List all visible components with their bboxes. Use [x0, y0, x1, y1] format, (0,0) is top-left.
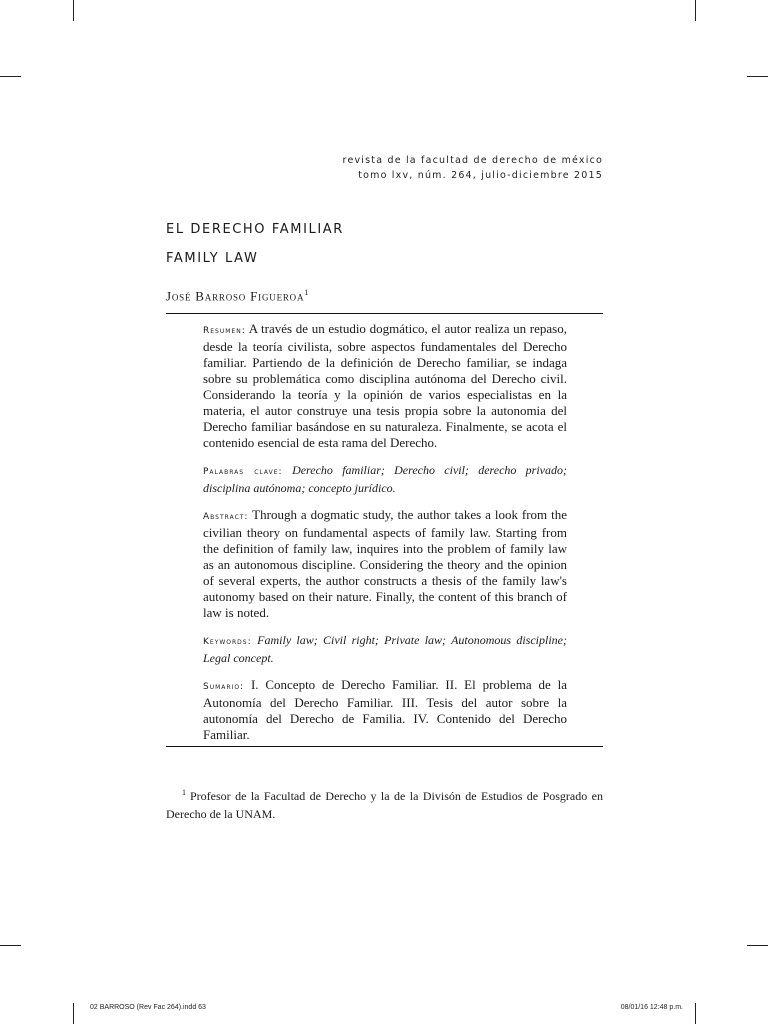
- slug-timestamp: 08/01/16 12:48 p.m.: [620, 1004, 683, 1011]
- slug-filename: 02 BARROSO (Rev Fac 264).indd 63: [90, 1004, 206, 1011]
- keywords-text: Family law; Civil right; Private law; Autonomous discipline; Legal concept.: [203, 633, 567, 665]
- crop-mark-bottom-left: [73, 1003, 74, 1024]
- footnote: [166, 784, 603, 823]
- crop-mark-left-upper: [0, 76, 21, 77]
- journal-name: revista de la facultad de derecho de méxico: [342, 155, 603, 166]
- palabras-clave-label: Palabras clave:: [203, 467, 283, 477]
- palabras-clave-text: Derecho familiar; Derecho civil; derecho privado; disciplina autónoma; concepto jurídico.: [203, 463, 567, 495]
- sumario-text: I. Concepto de Derecho Familiar. II. El problema de la Autonomía del Derecho Familiar. III. Tesis del autor sobre la autonomía del Derecho de Familia. IV. Contenido del Derecho Familiar.: [203, 677, 568, 742]
- article-title-es: EL DERECHO FAMILIAR: [166, 222, 344, 237]
- crop-mark-top-left: [73, 0, 74, 21]
- sumario-paragraph: [203, 677, 567, 743]
- abstract-text: Through a dogmatic study, the author takes a look from the civilian theory on fundamental aspects of family law. Starting from the definition of family law, inquires into the problem of family law as an autonomous discipline. Considering the theory and the opinion of several experts, the author constructs a thesis of the family law's autonomy based on their nature. Finally, the content of this branch of law is noted.: [203, 507, 567, 620]
- top-rule: [166, 313, 603, 314]
- footnote-number: 1: [182, 788, 186, 797]
- crop-mark-top-right: [695, 0, 696, 21]
- bottom-rule: [166, 746, 603, 747]
- keywords-paragraph: [203, 632, 567, 666]
- crop-mark-left-lower: [0, 945, 21, 946]
- resumen-paragraph: [203, 321, 567, 451]
- crop-mark-right-upper: [747, 76, 768, 77]
- abstract-block: [203, 321, 567, 754]
- sumario-label: Sumario:: [203, 682, 245, 692]
- palabras-clave-paragraph: [203, 462, 567, 496]
- resumen-label: Resumen:: [203, 326, 246, 336]
- abstract-paragraph: [203, 507, 567, 621]
- author-footnote-mark: 1: [304, 288, 310, 297]
- abstract-label: Abstract:: [203, 512, 249, 522]
- keywords-label: Keywords:: [203, 637, 252, 647]
- resumen-text: A través de un estudio dogmático, el autor realiza un repaso, desde la teoría civilista, sobre aspectos fundamentales del Derecho familiar. Partiendo de la definición de Derecho familiar, se indaga sobre su problemática como disciplina autónoma del Derecho civil. Considerando la teoría y la opinión de varios especialistas en la materia, el autor construye una tesis propia sobre la autonomia del Derecho familiar basándose en su naturaleza. Finalmente, se acota el contenido esencial de esta rama del Derecho.: [203, 321, 567, 450]
- author-name: José Barroso Figueroa: [166, 288, 305, 304]
- issue-info: tomo lxv, núm. 264, julio-diciembre 2015: [358, 170, 603, 181]
- footnote-text: Profesor de la Facultad de Derecho y la de la Divisón de Estudios de Posgrado en Derecho de la UNAM.: [166, 789, 603, 821]
- author-line: [166, 288, 309, 304]
- article-title-en: FAMILY LAW: [166, 251, 259, 266]
- running-head: [343, 153, 603, 183]
- crop-mark-right-lower: [747, 945, 768, 946]
- crop-mark-bottom-right: [695, 1003, 696, 1024]
